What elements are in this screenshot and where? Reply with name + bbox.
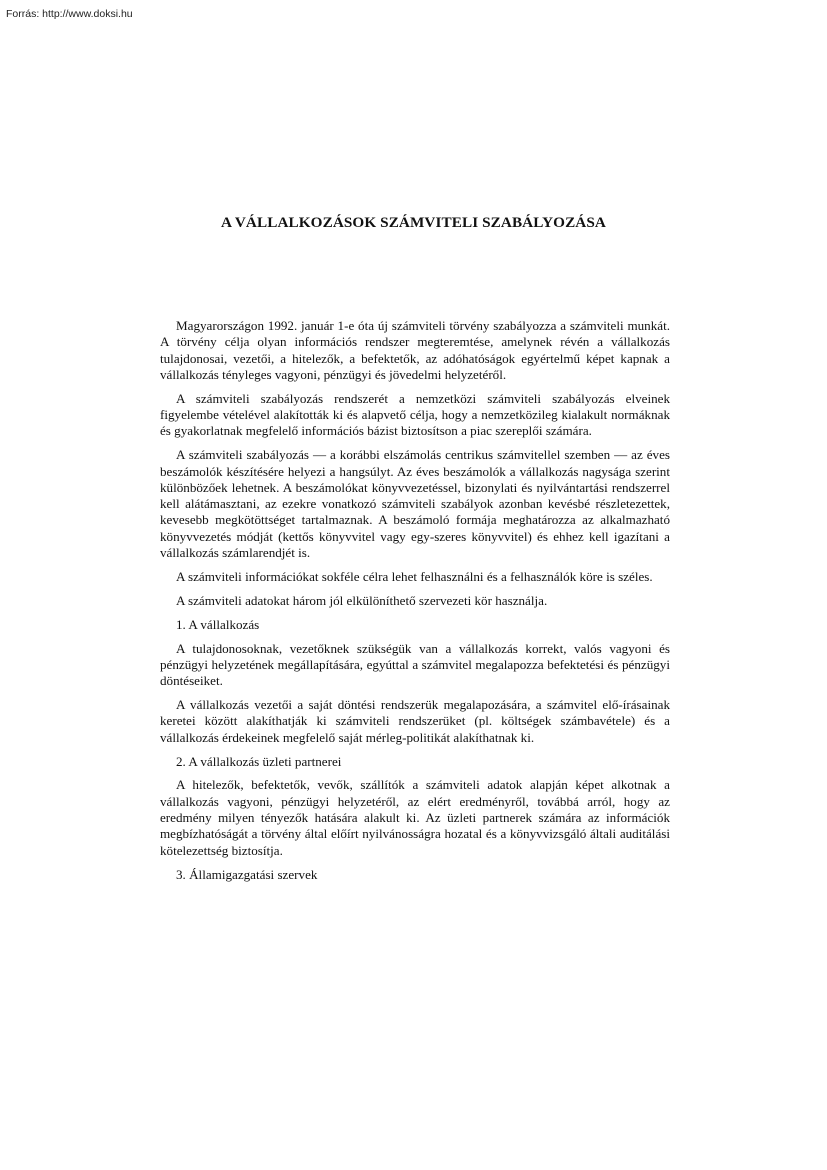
list-heading-state-authorities: 3. Államigazgatási szervek (176, 866, 318, 882)
paragraph-regulation-system: A számviteli szabályozás rendszerét a nemzetközi számviteli szabályozás elveinek figyelembe vételével alakították ki és alapvető célja, hogy a nemzetközileg kialakult normáknak és gyakorlatnak megfelelő információs bázist biztosítson a piac szereplői számára. (160, 390, 670, 439)
paragraph-management-decisions: A vállalkozás vezetői a saját döntési rendszerük megalapozására, a számvitel elő-írásainak keretei között alakíthatják ki számviteli rendszerüket (pl. költségek számbavétele) és a vállalkozás érdekeinek megfelelő saját mérleg-politikát alakíthatnak ki. (160, 697, 670, 745)
list-heading-enterprise: 1. A vállalkozás (176, 616, 260, 632)
page-title: A VÁLLALKOZÁSOK SZÁMVITELI SZABÁLYOZÁSA (221, 214, 606, 231)
paragraph-annual-reports: A számviteli szabályozás — a korábbi elszámolás centrikus számvitellel szemben — az éves beszámolók készítésére helyezi a hangsúlyt. Az éves beszámolók a vállalkozás nagysága szerint különbözőek lehetnek. A beszámolókat könyvvezetéssel, bizonylati és nyilvántartási rendszerrel kell alátámasztani, az ezekre vonatkozó számviteli szabályok azonban kevésbé részletezettek, kevesebb megkötöttséget tartalmaznak. A beszámoló formája meghatározza az alkalmazható könyvvezetés módját (kettős könyvvitel vagy egy-szeres könyvvitel) és ehhez kell igazítani a vállalkozás számlarendjét is. (160, 447, 670, 561)
paragraph-owners-managers: A tulajdonosoknak, vezetőknek szükségük van a vállalkozás korrekt, valós vagyoni és pénzügyi helyzetének megállapítására, egyúttal a számvitel megalapozza befektetési és pénzügyi döntéseiket. (160, 640, 670, 689)
paragraph-three-circles: A számviteli adatokat három jól elkülöníthető szervezeti kör használja. (176, 592, 548, 608)
source-url-line: Forrás: http://www.doksi.hu (6, 8, 133, 20)
document-body (160, 318, 670, 890)
paragraph-partners: A hitelezők, befektetők, vevők, szállítók a számviteli adatok alapján képet alkotnak a vállalkozás vagyoni, pénzügyi helyzetéről, az elért eredményről, továbbá arról, hogy az eredmény milyen tényezők hatására alakult ki. Az üzleti partnerek számára az információk megbízhatóságát a törvény által előírt nyilvánosságra hozatal és a könyvvizsgáló általi auditálási kötelezettség biztosítja. (160, 777, 670, 858)
list-heading-business-partners: 2. A vállalkozás üzleti partnerei (176, 753, 342, 769)
paragraph-information-users: A számviteli információkat sokféle célra lehet felhasználni és a felhasználók köre is széles. (176, 568, 653, 584)
paragraph-intro: Magyarországon 1992. január 1-e óta új számviteli törvény szabályozza a számviteli munkát. A törvény célja olyan információs rendszer megteremtése, amelynek révén a vállalkozás tulajdonosai, vezetői, a hitelezők, a befektetők, az adóhatóságok egyértelmű képet kapnak a vállalkozás tényleges vagyoni, pénzügyi és jövedelmi helyzetéről. (160, 318, 670, 382)
